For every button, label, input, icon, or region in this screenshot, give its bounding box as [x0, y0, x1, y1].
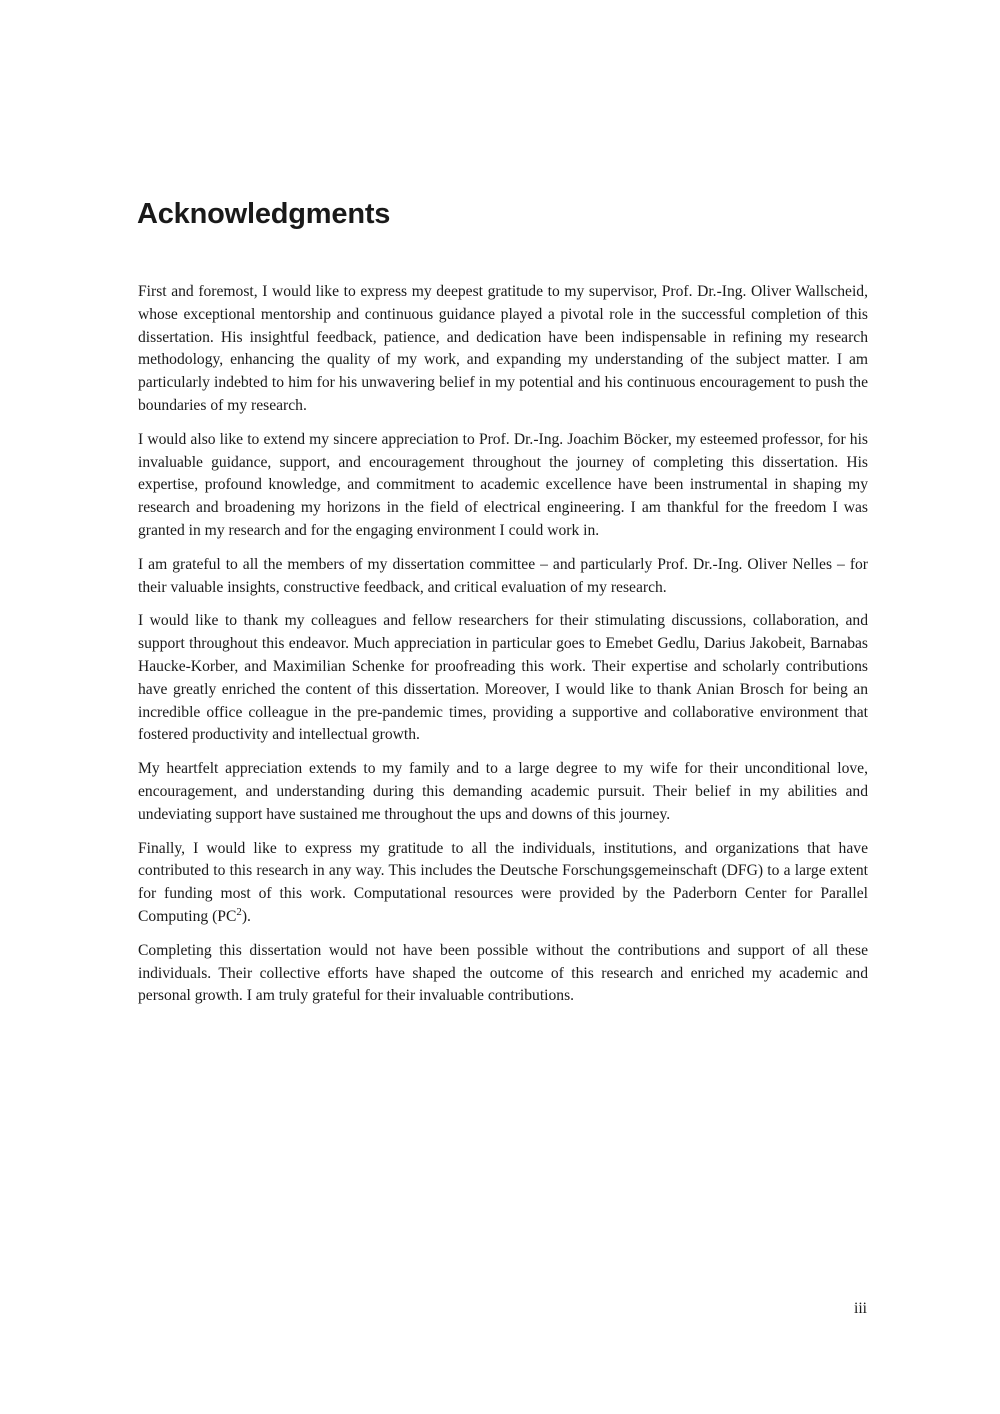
paragraph: Completing this dissertation would not have been possible without the contributions and support of all these individuals. Their collective efforts have shaped the outcome of this research and enriched my academic and personal growth. I am truly grateful for their invaluable contributions.	[138, 941, 868, 1005]
paragraph: My heartfelt appreciation extends to my family and to a large degree to my wife for their unconditional love, encouragement, and understanding during this demanding academic pursuit. Their belief in my abilities and undeviating support have sustained me throughout the ups and downs of this journey.	[138, 760, 868, 823]
paragraph-text: Finally, I would like to express my gratitude to all the individuals, institutions, and organizations that have contributed to this research in any way. This includes the Deutsche Forschungsgemeinschaft (DFG) to a large extent for funding most of this work. Computational resources were provided by the Paderborn Center for Parallel Computing (PC	[138, 839, 868, 925]
page-title: Acknowledgments	[137, 198, 391, 230]
acknowledgments-body	[138, 281, 868, 1019]
paragraph: First and foremost, I would like to express my deepest gratitude to my supervisor, Prof. Dr.-Ing. Oliver Wallscheid, whose exceptional mentorship and continuous guidance played a pivotal role in the successful completion of this dissertation. His insightful feedback, patience, and dedication have been indispensable in refining my research methodology, enhancing the quality of my work, and expanding my understanding of the subject matter. I am particularly indebted to him for his unwavering belief in my potential and his continuous encouragement to push the boundaries of my research.	[138, 283, 868, 414]
page-number: iii	[854, 1300, 867, 1317]
paragraph: I would also like to extend my sincere appreciation to Prof. Dr.-Ing. Joachim Böcker, my esteemed professor, for his invaluable guidance, support, and encouragement throughout the journey of completing this dissertation. His expertise, profound knowledge, and commitment to academic excellence have been instrumental in shaping my research and broadening my horizons in the field of electrical engineering. I am thankful for the freedom I was granted in my research and for the engaging environment I could work in.	[138, 430, 868, 539]
paragraph	[138, 838, 868, 929]
paragraph-suffix: ).	[241, 907, 251, 925]
paragraph: I am grateful to all the members of my dissertation committee – and particularly Prof. Dr.-Ing. Oliver Nelles – for their valuable insights, constructive feedback, and critical evaluation of my research.	[138, 555, 868, 596]
paragraph: I would like to thank my colleagues and fellow researchers for their stimulating discussions, collaboration, and support throughout this endeavor. Much appreciation in particular goes to Emebet Gedlu, Darius Jakobeit, Barnabas Haucke-Korber, and Maximilian Schenke for proofreading this work. Their expertise and scholarly contributions have greatly enriched the content of this dissertation. Moreover, I would like to thank Anian Brosch for being an incredible office colleague in the pre-pandemic times, providing a supportive and collaborative environment that fostered productivity and intellectual growth.	[138, 612, 868, 744]
superscript: 2	[236, 905, 242, 918]
